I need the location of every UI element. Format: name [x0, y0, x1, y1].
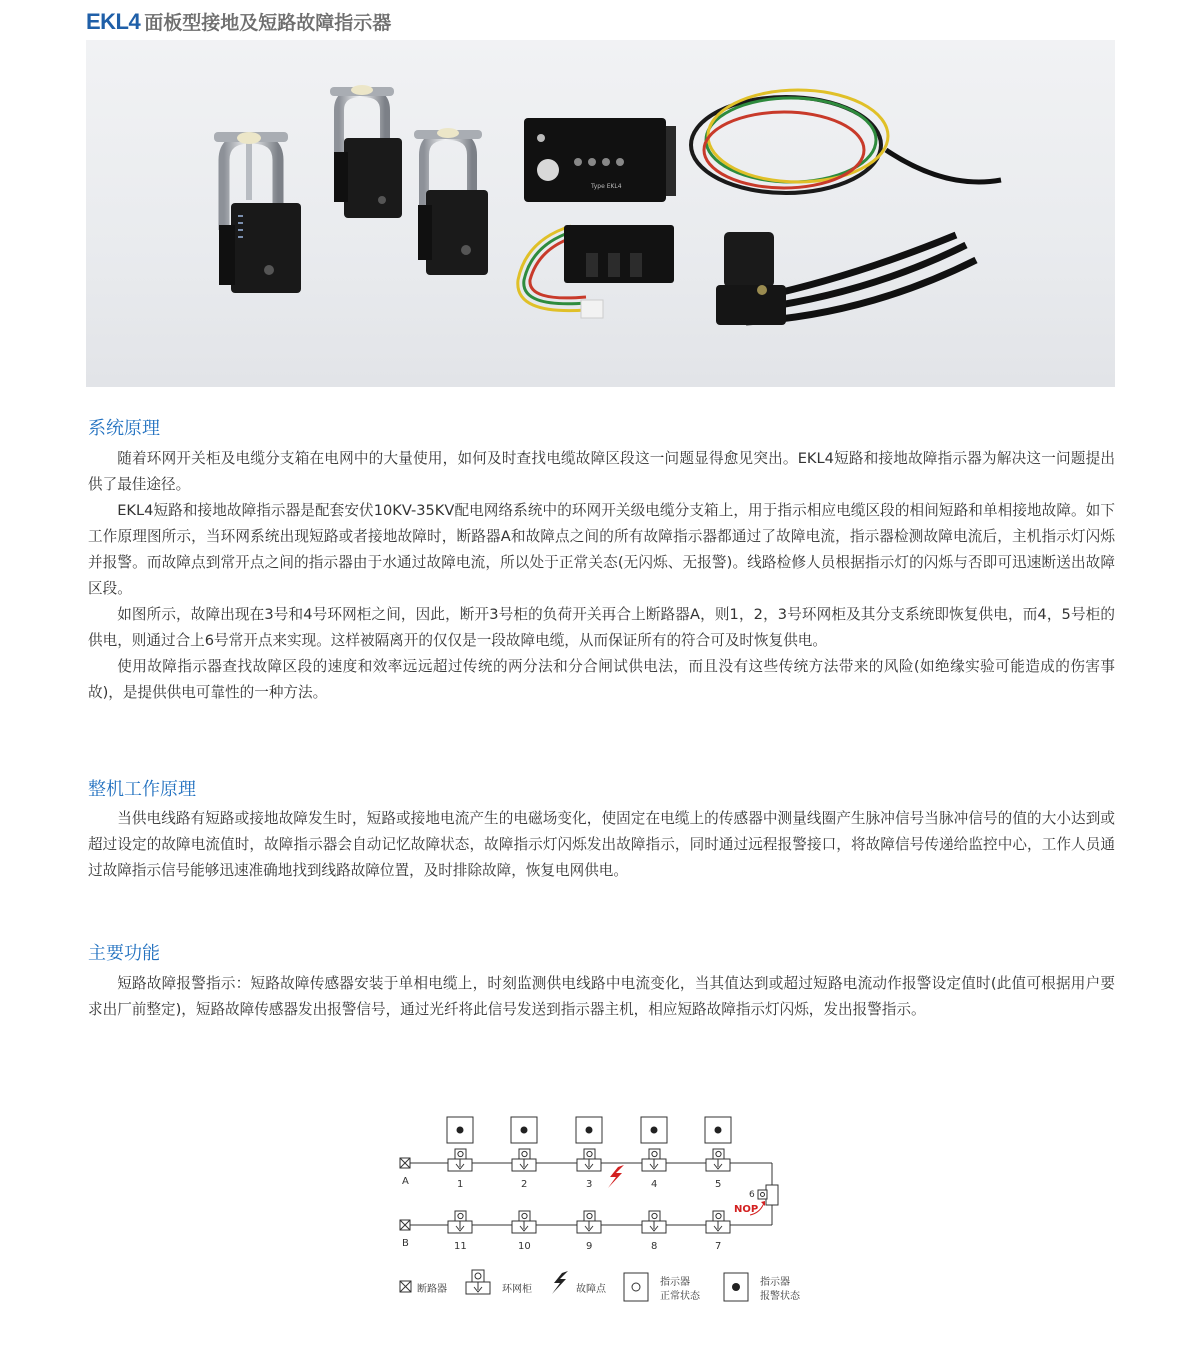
rmu-number: 2	[521, 1179, 528, 1190]
ring-main-unit	[448, 1211, 472, 1252]
nop-label: NOP	[734, 1204, 759, 1215]
ring-main-unit	[577, 1211, 601, 1252]
svg-text:环网柜: 环网柜	[502, 1284, 532, 1295]
paragraph: 当供电线路有短路或接地故障发生时，短路或接地电流产生的电磁场变化，使固定在电缆上的传感器中测量线圈产生脉冲信号当脉冲信号的值的大小达到或超过设定的故障电流值时，故障指示器会自动记忆故障状态，故障指示灯闪烁发出故障指示，同时通过远程报警接口，将故障信号传递给监控中心，工作人员通过故障指示信号能够迅速准确地找到线路故障位置，及时排除故障，恢复电网供电。	[88, 810, 1115, 879]
rmu-number: 5	[715, 1179, 722, 1190]
ring-main-unit	[447, 1117, 473, 1190]
legend-indicator-normal	[624, 1273, 701, 1302]
breaker-b	[400, 1220, 410, 1249]
product-photo	[86, 40, 1115, 387]
breaker-a	[400, 1158, 410, 1187]
ring-main-unit	[511, 1117, 537, 1190]
svg-text:报警状态: 报警状态	[760, 1291, 800, 1302]
rmu-number: 11	[454, 1241, 467, 1252]
small-indicator-module	[518, 225, 674, 318]
rmu-number: 8	[651, 1241, 658, 1252]
svg-text:正常状态: 正常状态	[660, 1291, 700, 1302]
section-title-system-principle: 系统原理	[88, 418, 160, 439]
legend-ring-main-unit	[466, 1270, 532, 1295]
indicator-panel-host	[524, 118, 676, 202]
page-title: 面板型接地及短路故障指示器	[144, 12, 392, 34]
svg-text:6: 6	[749, 1190, 755, 1200]
paragraph: 如图所示，故障出现在3号和4号环网柜之间，因此，断开3号柜的负荷开关再合上断路器A，则1，2，3号环网柜及其分支系统即恢复供电，而4，5号柜的供电，则通过合上6号常开点来实现。这样被隔离开的仅仅是一段故障电缆，从而保证所有的符合可及时恢复供电。	[88, 606, 1115, 649]
page-header	[86, 8, 391, 38]
ring-network-diagram	[394, 1115, 814, 1315]
legend-fault-point	[552, 1271, 607, 1295]
ring-main-unit	[642, 1211, 666, 1252]
paragraph: 随着环网开关柜及电缆分支箱在电网中的大量使用，如何及时查找电缆故障区段这一问题显得愈见突出。EKL4短路和接地故障指示器为解决这一问题提出供了最佳途径。	[88, 450, 1115, 493]
section-title-main-functions: 主要功能	[88, 943, 160, 964]
rmu-number: 7	[715, 1241, 722, 1252]
model-label: EKL4	[86, 9, 141, 34]
paragraph: EKL4短路和接地故障指示器是配套安伏10KV-35KV配电网络系统中的环网开关级电缆分支箱上，用于指示相应电缆区段的相间短路和单相接地故障。如下工作原理图所示，当环网系统出现短路或者接地故障时，断路器A和故障点之间的所有故障指示器都通过了故障电流，指示器检测故障电流后，主机指示灯闪烁并报警。而故障点到常开点之间的指示器由于水通过故障电流，所以处于正常关态(无闪烁、无报警)。线路检修人员根据指示灯的闪烁与否即可迅速断送出故障区段。	[88, 502, 1115, 597]
sensor-unit-2	[330, 85, 402, 218]
paragraph: 短路故障报警指示：短路故障传感器安装于单相电缆上，时刻监测供电线路中电流变化，当其值达到或超过短路电流动作报警设定值时(此值可根据用户要求出厂前整定)，短路故障传感器发出报警信号，通过光纤将此信号发送到指示器主机，相应短路故障指示灯闪烁，发出报警指示。	[88, 975, 1115, 1018]
ring-main-unit	[641, 1117, 667, 1190]
panel-label: Type EKL4	[591, 183, 622, 190]
ring-main-unit	[576, 1117, 602, 1190]
sensor-unit-1	[214, 132, 301, 293]
legend-breaker	[400, 1281, 447, 1295]
ring-main-unit	[705, 1117, 731, 1190]
ring-main-unit	[512, 1211, 536, 1252]
indicator-alarm	[511, 1117, 537, 1143]
indicator-alarm	[641, 1117, 667, 1143]
sensor-unit-3	[414, 128, 488, 275]
indicator-alarm	[705, 1117, 731, 1143]
paragraph: 使用故障指示器查找故障区段的速度和效率远远超过传统的两分法和分合闸试供电法，而且没有这些传统方法带来的风险(如绝缘实验可能造成的伤害事故)，是提供供电可靠性的一种方法。	[88, 658, 1115, 701]
indicator-alarm	[447, 1117, 473, 1143]
rmu-number: 3	[586, 1179, 593, 1190]
fault-point-icon	[608, 1165, 624, 1188]
diagram-legend	[400, 1270, 801, 1302]
rmu-number: 1	[457, 1179, 464, 1190]
legend-indicator-alarm	[724, 1273, 801, 1302]
svg-text:指示器: 指示器	[660, 1277, 690, 1288]
rmu-number: 4	[651, 1179, 658, 1190]
ring-main-unit	[706, 1211, 730, 1252]
svg-text:A: A	[402, 1176, 409, 1187]
svg-text:故障点: 故障点	[576, 1284, 606, 1295]
ground-fault-sensor	[716, 232, 976, 325]
open-point-6	[734, 1185, 778, 1215]
rmu-number: 9	[586, 1241, 593, 1252]
svg-text:断路器: 断路器	[417, 1284, 447, 1295]
rmu-number: 10	[518, 1241, 531, 1252]
cable-coil	[691, 90, 1001, 193]
svg-text:B: B	[402, 1238, 409, 1249]
svg-text:指示器: 指示器	[760, 1277, 790, 1288]
section-title-working-principle: 整机工作原理	[88, 779, 196, 800]
indicator-alarm	[576, 1117, 602, 1143]
